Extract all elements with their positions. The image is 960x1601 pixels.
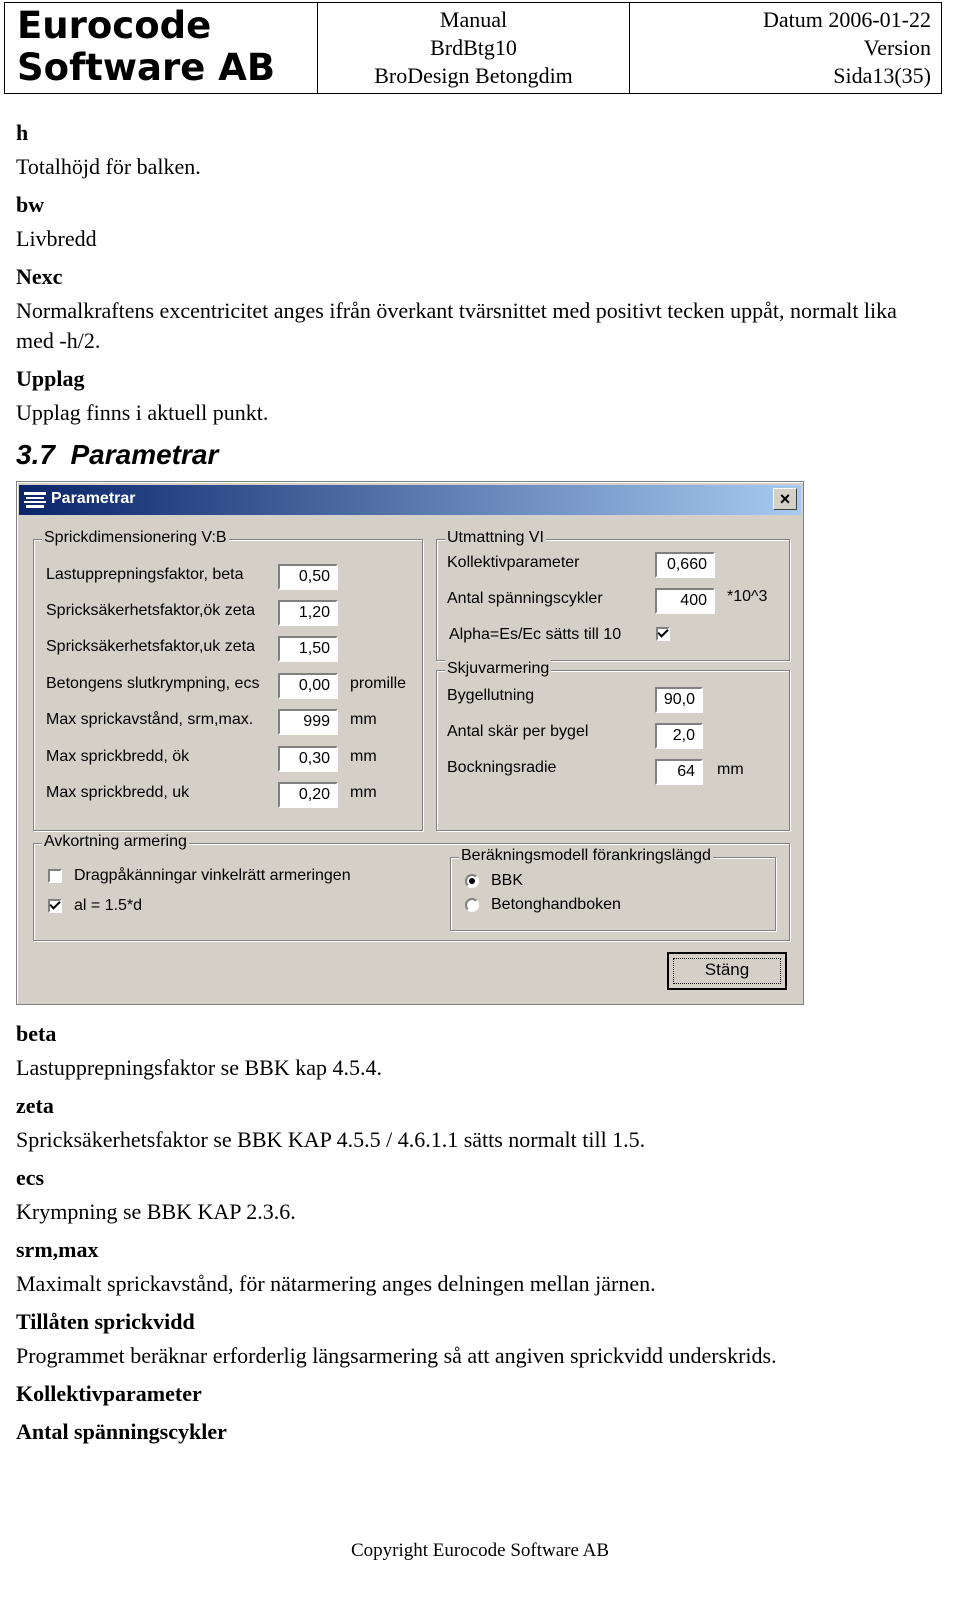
checkbox-alpha[interactable]: [656, 627, 670, 641]
term-nexc: Nexc: [16, 264, 63, 289]
page-footer: Copyright Eurocode Software AB: [350, 1540, 610, 1561]
doc-version: Version: [863, 35, 931, 60]
doc-meta: [629, 3, 941, 93]
input-zeta-ok[interactable]: 1,20: [278, 600, 338, 626]
radio-bbk[interactable]: [465, 874, 479, 888]
term-beta: beta: [16, 1021, 57, 1046]
label-betonghandboken: Betonghandboken: [491, 896, 621, 913]
doc-type: Manual: [439, 7, 508, 32]
section-title: Parametrar: [70, 439, 219, 470]
label-bbk: BBK: [491, 872, 524, 889]
desc-zeta: Spricksäkerhetsfaktor se BBK KAP 4.5.5 / 4.6.1.1 sätts normalt till 1.5.: [16, 1127, 646, 1152]
close-icon[interactable]: ×: [773, 488, 797, 510]
label-ecs: Betongens slutkrympning, ecs: [46, 675, 260, 692]
radio-betonghandboken[interactable]: [465, 898, 479, 912]
input-crack-uk[interactable]: 0,20: [278, 782, 338, 808]
group-curtail-legend: Avkortning armering: [44, 833, 187, 850]
app-icon: [23, 490, 47, 510]
section-number: 3.7: [16, 439, 55, 470]
unit-crack-ok: mm: [350, 748, 377, 765]
input-srm-max[interactable]: 999: [278, 709, 338, 735]
doc-date: Datum 2006-01-22: [762, 7, 931, 32]
page-header: [4, 2, 942, 94]
page-number: Sida13(35): [833, 63, 931, 88]
doc-name: BroDesign Betongdim: [374, 63, 573, 88]
term-zeta: zeta: [16, 1093, 54, 1118]
input-antal-skar[interactable]: 2,0: [655, 723, 703, 749]
desc-tillaten-sprickvidd: Programmet beräknar erforderlig längsarmering så att angiven sprickvidd underskrids.: [16, 1343, 777, 1368]
unit-spanningscykler: *10^3: [727, 588, 768, 605]
label-dragpakanningar: Dragpåkänningar vinkelrätt armeringen: [74, 867, 351, 884]
section-heading: [16, 438, 936, 472]
label-kollektivparameter: Kollektivparameter: [447, 554, 580, 571]
desc-ecs: Krympning se BBK KAP 2.3.6.: [16, 1199, 296, 1224]
group-anchor-legend: Beräkningsmodell förankringslängd: [461, 847, 711, 864]
company-line-1: Eurocode: [17, 4, 212, 47]
doc-info: [317, 3, 629, 93]
label-crack-uk: Max sprickbredd, uk: [46, 784, 190, 801]
desc-srm-max: Maximalt sprickavstånd, för nätarmering anges delningen mellan järnen.: [16, 1271, 656, 1296]
input-kollektivparameter[interactable]: 0,660: [655, 552, 715, 578]
group-anchor: [450, 847, 776, 931]
input-crack-ok[interactable]: 0,30: [278, 746, 338, 772]
input-beta[interactable]: 0,50: [278, 564, 338, 590]
company-line-2: Software AB: [17, 46, 276, 89]
label-crack-ok: Max sprickbredd, ök: [46, 748, 190, 765]
label-zeta-ok: Spricksäkerhetsfaktor,ök zeta: [46, 602, 255, 619]
desc-upplag: Upplag finns i aktuell punkt.: [16, 400, 269, 425]
group-fatigue-legend: Utmattning VI: [447, 529, 544, 546]
checkbox-al-15d[interactable]: [48, 899, 62, 913]
term-h: h: [16, 120, 29, 145]
label-zeta-uk: Spricksäkerhetsfaktor,uk zeta: [46, 638, 255, 655]
input-zeta-uk[interactable]: 1,50: [278, 636, 338, 662]
group-crack-legend: Sprickdimensionering V:B: [44, 529, 227, 546]
label-srm-max: Max sprickavstånd, srm,max.: [46, 711, 254, 728]
unit-bockningsradie: mm: [717, 761, 744, 778]
group-fatigue: [436, 529, 790, 661]
label-beta: Lastupprepningsfaktor, beta: [46, 566, 244, 583]
term-kollektivparameter: Kollektivparameter: [16, 1381, 202, 1406]
term-antal-spanningscykler: Antal spänningscykler: [16, 1419, 227, 1444]
input-spanningscykler[interactable]: 400: [655, 588, 715, 614]
input-bockningsradie[interactable]: 64: [655, 759, 703, 785]
term-upplag: Upplag: [16, 366, 85, 391]
term-srm-max: srm,max: [16, 1237, 99, 1262]
label-alpha: Alpha=Es/Ec sätts till 10: [449, 626, 622, 643]
input-bygellutning[interactable]: 90,0: [655, 687, 703, 713]
company-name: [5, 3, 317, 93]
label-spanningscykler: Antal spänningscykler: [447, 590, 603, 607]
desc-bw: Livbredd: [16, 226, 97, 251]
label-al-15d: al = 1.5*d: [74, 897, 143, 914]
term-ecs: ecs: [16, 1165, 45, 1190]
stang-button[interactable]: Stäng: [667, 952, 787, 990]
desc-h: Totalhöjd för balken.: [16, 154, 201, 179]
desc-nexc: Normalkraftens excentricitet anges ifrån överkant tvärsnittet med positivt tecken uppåt, normalt lika med -h/2.: [16, 298, 897, 353]
term-bw: bw: [16, 192, 45, 217]
input-ecs[interactable]: 0,00: [278, 673, 338, 699]
dialog-title: Parametrar: [51, 490, 136, 507]
unit-srm-max: mm: [350, 711, 377, 728]
label-bygellutning: Bygellutning: [447, 687, 535, 704]
checkbox-dragpakanningar[interactable]: [48, 869, 62, 883]
group-shear-legend: Skjuvarmering: [447, 660, 550, 677]
unit-crack-uk: mm: [350, 784, 377, 801]
label-bockningsradie: Bockningsradie: [447, 759, 557, 776]
doc-code: BrdBtg10: [430, 35, 517, 60]
desc-beta: Lastupprepningsfaktor se BBK kap 4.5.4.: [16, 1055, 382, 1080]
term-tillaten-sprickvidd: Tillåten sprickvidd: [16, 1309, 195, 1334]
label-antal-skar: Antal skär per bygel: [447, 723, 589, 740]
unit-ecs: promille: [350, 675, 407, 692]
group-shear: [436, 660, 790, 831]
group-crack: [33, 529, 423, 831]
dialog-titlebar[interactable]: [19, 485, 801, 515]
parametrar-dialog: [16, 481, 804, 1005]
page-content: [16, 118, 936, 1447]
